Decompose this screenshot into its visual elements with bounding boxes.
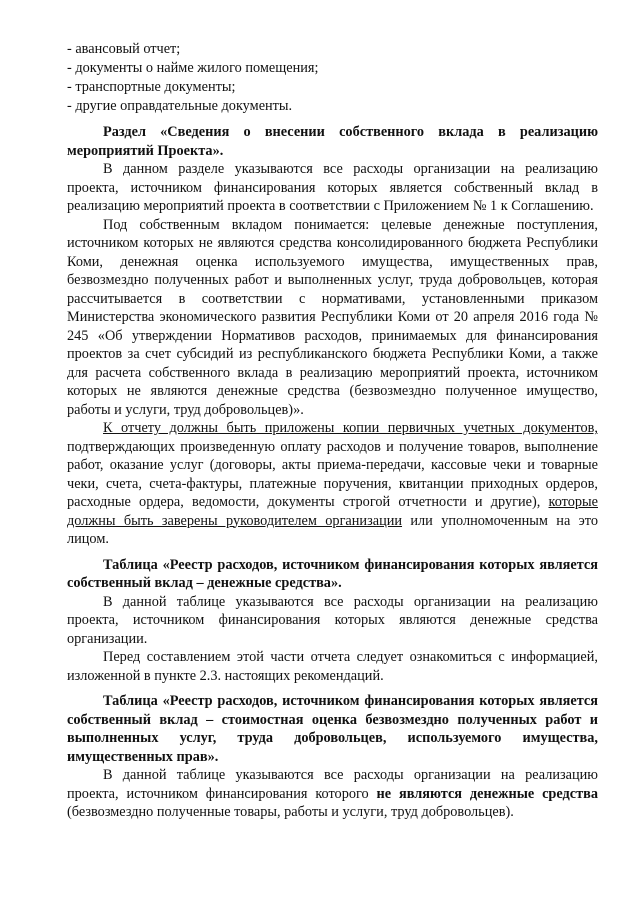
section-paragraph-2: Под собственным вкладом понимается: целевые денежные поступления, источником которых не являются средства консолидированного бюджета Республики Коми, денежная оценка используемого имущества, имущественных прав, безвозмездно полученных работ и выполненных услуг, труда добровольцев, которая рассчитывается в соответствии с нормативами, установленными приказом Министерства экономического развития Республики Коми от 20 апреля 2016 года № 245 «Об утверждении Нормативов расходов, принимаемых для финансирования проектов за счет субсидий из республиканского бюджета Республики Коми, а также для расчета собственного вклада в реализацию мероприятий проекта, источником которых не являются денежные средства (безвозмездно полученное имущество, работы и услуги, труд добровольцев)». xyxy=(67,216,598,418)
list-item: - транспортные документы; xyxy=(67,79,236,95)
table1-heading: Таблица «Реестр расходов, источником финансирования которых является собственный вклад – денежные средства». xyxy=(67,556,598,591)
table2-heading: Таблица «Реестр расходов, источником финансирования которых является собственный вклад – стоимостная оценка безвозмездно полученных работ и выполненных услуг, труда добровольцев, используемого имущества, имущественных прав». xyxy=(67,693,598,765)
paragraph-text: В данной таблице указываются все расходы организации на реализацию проекта, источником финансирования которого xyxy=(67,767,598,802)
table2-paragraph-1 xyxy=(67,766,598,822)
bold-emphasis: не являются денежные средства xyxy=(376,785,598,802)
underlined-requirement: К отчету должны быть приложены копии первичных учетных документов, xyxy=(103,420,598,436)
paragraph-text: (безвозмездно полученные товары, работы и услуги, труд добровольцев). xyxy=(67,804,514,820)
table1-paragraph-2: Перед составлением этой части отчета следует ознакомиться с информацией, изложенной в пункте 2.3. настоящих рекомендаций. xyxy=(67,649,598,684)
list-item: - авансовый отчет; xyxy=(67,41,181,57)
section-paragraph-1: В данном разделе указываются все расходы организации на реализацию проекта, источником финансирования которых является собственный вклад в реализацию мероприятий проекта в соответствии с Приложением № 1 к Соглашению. xyxy=(67,161,598,214)
paragraph-text: подтверждающих произведенную оплату расходов и получение товаров, выполнение работ, оказание услуг (договоры, акты приема-передачи, кассовые чеки и товарные чеки, счета, счета-фактуры, платежные поручения, квитанции приходных ордеров, расходные ордера, ведомости, документы строгой отчетности и другие), xyxy=(67,438,598,510)
paragraph-text: или уполномоченным на это лицом. xyxy=(67,512,598,547)
list-item: - другие оправдательные документы. xyxy=(67,98,293,114)
list-item: - документы о найме жилого помещения; xyxy=(67,60,319,76)
section-heading: Раздел «Сведения о внесении собственного вклада в реализацию мероприятий Проекта». xyxy=(67,124,598,159)
section-paragraph-3 xyxy=(67,419,598,549)
table1-paragraph-1: В данной таблице указываются все расходы организации на реализацию проекта, источником финансирования которых являются денежные средства организации. xyxy=(67,593,598,647)
underlined-certification: которые должны быть заверены руководителем организации xyxy=(67,494,598,529)
bullet-list xyxy=(67,40,598,116)
